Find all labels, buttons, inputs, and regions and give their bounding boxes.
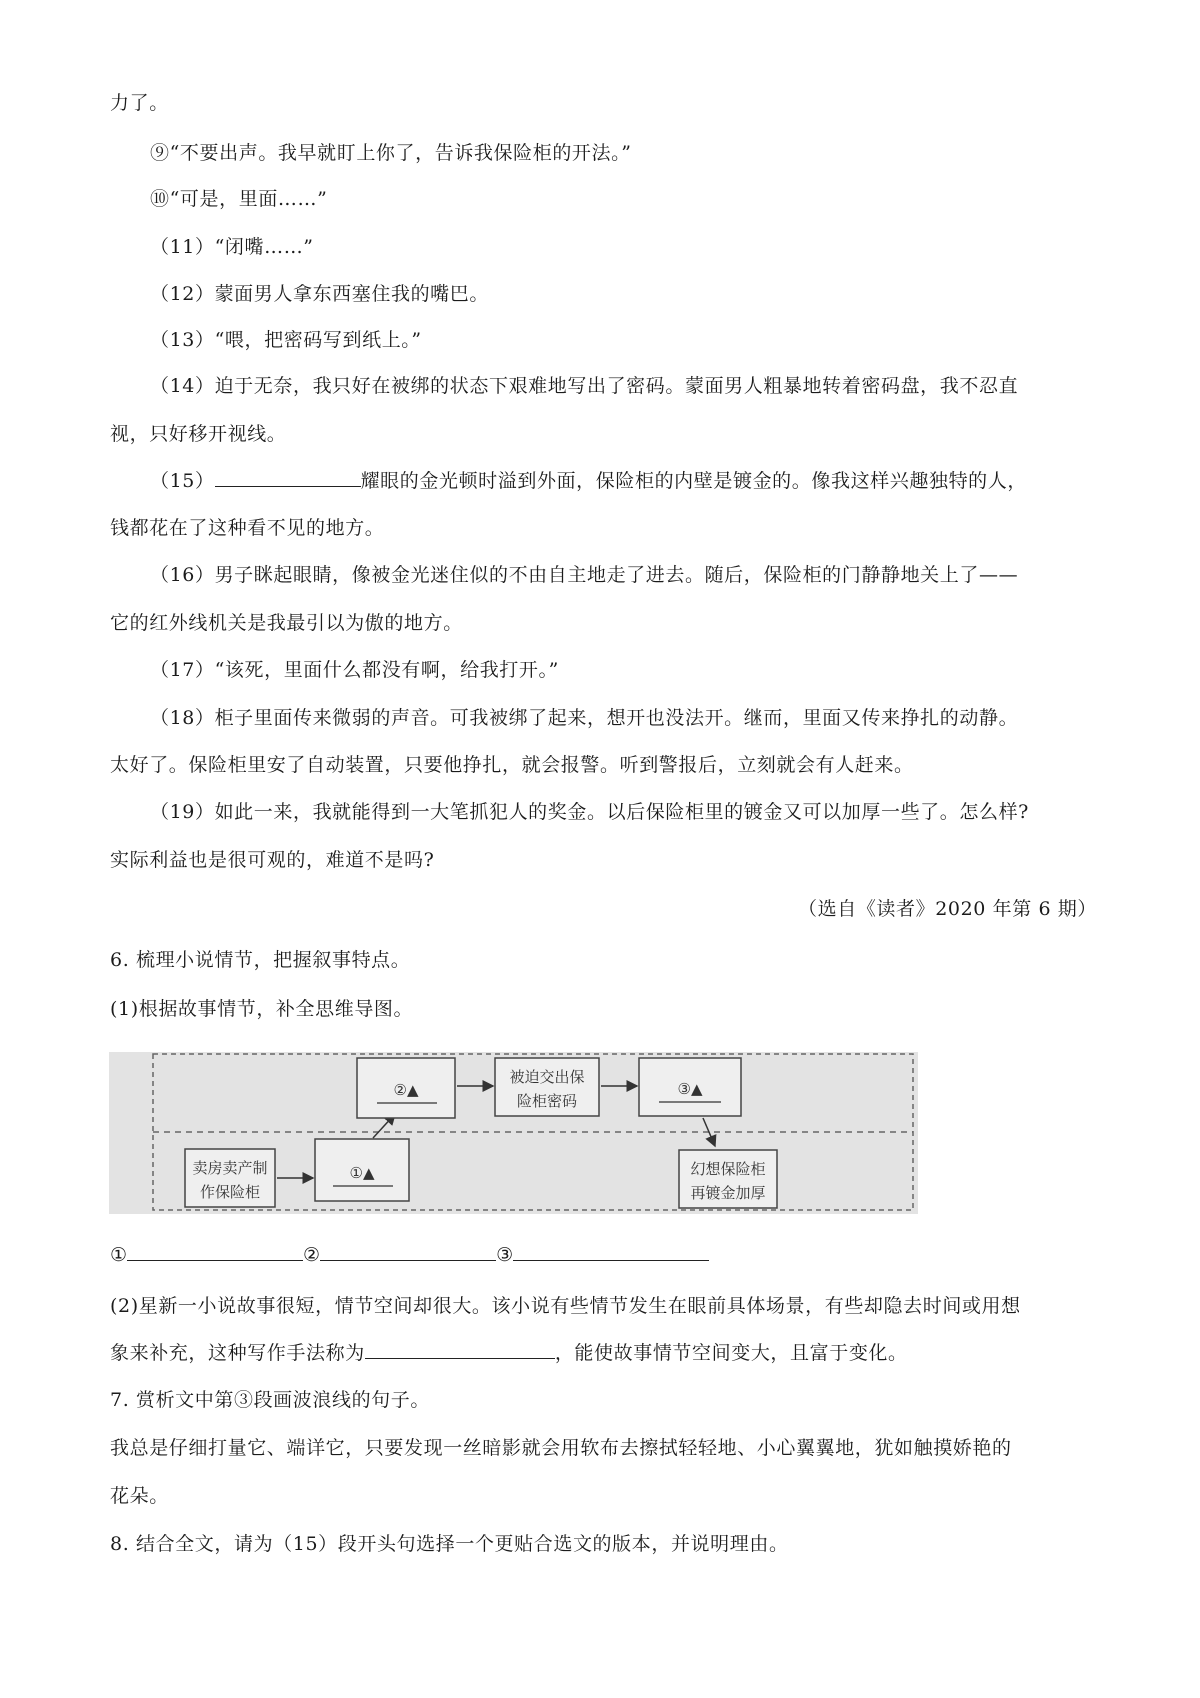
paragraph-8-end: 力了。 (110, 92, 169, 114)
answer-blanks-row (110, 1242, 709, 1266)
mind-map-diagram (109, 1052, 918, 1214)
question-6: 6. 梳理小说情节，把握叙事特点。 (110, 949, 411, 971)
quoted-sentence-line2: 花朵。 (110, 1485, 169, 1507)
node-sell-line1: 卖房卖产制 (192, 1159, 268, 1177)
paragraph-14-line2: 视，只好移开视线。 (110, 423, 287, 445)
paragraph-12: （12）蒙面男人拿东西塞住我的嘴巴。 (150, 283, 489, 305)
node-blank-3 (639, 1058, 741, 1116)
answer-blank-technique[interactable] (365, 1340, 555, 1359)
node-forced-password (495, 1058, 599, 1116)
node-sell-property (185, 1149, 275, 1207)
paragraph-15-line1 (150, 466, 1027, 493)
paragraph-16-line1: （16）男子眯起眼睛，像被金光迷住似的不由自主地走了进去。随后，保险柜的门静静地关上了—— (150, 564, 1019, 586)
paragraph-19-line2: 实际利益也是很可观的，难道不是吗? (110, 849, 435, 871)
paragraph-19-line1: （19）如此一来，我就能得到一大笔抓犯人的奖金。以后保险柜里的镀金又可以加厚一些了。怎么样? (150, 801, 1029, 823)
paragraph-16-line2: 它的红外线机关是我最引以为傲的地方。 (110, 612, 463, 634)
question-6-2-line2 (110, 1338, 908, 1365)
answer-blank-1[interactable] (127, 1242, 303, 1261)
answer-blank-3[interactable] (513, 1242, 709, 1261)
paragraph-11: （11）“闭嘴……” (150, 236, 314, 258)
paragraph-15-label: （15） (150, 470, 215, 492)
node-sell-line2: 作保险柜 (199, 1183, 261, 1201)
node-forced-line2: 险柜密码 (516, 1092, 578, 1110)
paragraph-15-blank[interactable] (215, 468, 361, 487)
node-3-label: ③▲ (677, 1080, 703, 1098)
paragraph-10: ⑩“可是，里面……” (150, 188, 328, 210)
blank-1-label: ① (110, 1244, 128, 1266)
node-forced-line1: 被迫交出保 (509, 1068, 585, 1086)
node-1-label: ①▲ (349, 1164, 375, 1182)
paragraph-13: （13）“喂，把密码写到纸上。” (150, 329, 422, 351)
node-fantasy-line2: 再镀金加厚 (690, 1184, 766, 1202)
paragraph-15-line2: 钱都花在了这种看不见的地方。 (110, 517, 385, 539)
question-6-2-text: 象来补充，这种写作手法称为 (110, 1342, 365, 1364)
paragraph-17: （17）“该死，里面什么都没有啊，给我打开。” (150, 659, 559, 681)
paragraph-18-line2: 太好了。保险柜里安了自动装置，只要他挣扎，就会报警。听到警报后，立刻就会有人赶来。 (110, 754, 914, 776)
node-2-label: ②▲ (393, 1081, 419, 1099)
paragraph-18-line1: （18）柜子里面传来微弱的声音。可我被绑了起来，想开也没法开。继而，里面又传来挣扎的动静。 (150, 707, 1019, 729)
question-6-1: (1)根据故事情节，补全思维导图。 (110, 998, 414, 1020)
node-fantasy-gold (679, 1150, 777, 1208)
mind-map-svg (109, 1052, 918, 1214)
node-blank-1 (315, 1139, 409, 1201)
source-citation: （选自《读者》2020 年第 6 期） (798, 898, 1097, 920)
answer-blank-2[interactable] (320, 1242, 496, 1261)
question-7: 7. 赏析文中第③段画波浪线的句子。 (110, 1389, 430, 1411)
blank-3-label: ③ (496, 1244, 514, 1266)
question-8: 8. 结合全文，请为（15）段开头句选择一个更贴合选文的版本，并说明理由。 (110, 1533, 789, 1555)
question-6-2-line1: (2)星新一小说故事很短，情节空间却很大。该小说有些情节发生在眼前具体场景，有些却隐去时间或用想 (110, 1295, 1021, 1317)
question-6-2-tail: ，能使故事情节空间变大，且富于变化。 (554, 1342, 908, 1364)
paragraph-15-text: 耀眼的金光顿时溢到外面，保险柜的内壁是镀金的。像我这样兴趣独特的人， (360, 470, 1027, 492)
paragraph-14-line1: （14）迫于无奈，我只好在被绑的状态下艰难地写出了密码。蒙面男人粗暴地转着密码盘，我不忍直 (150, 375, 1019, 397)
node-fantasy-line1: 幻想保险柜 (690, 1160, 766, 1178)
node-blank-2 (357, 1058, 455, 1118)
blank-2-label: ② (303, 1244, 321, 1266)
paragraph-9: ⑨“不要出声。我早就盯上你了，告诉我保险柜的开法。” (150, 142, 632, 164)
quoted-sentence-line1: 我总是仔细打量它、端详它，只要发现一丝暗影就会用软布去擦拭轻轻地、小心翼翼地，犹如触摸娇艳的 (110, 1437, 1012, 1459)
